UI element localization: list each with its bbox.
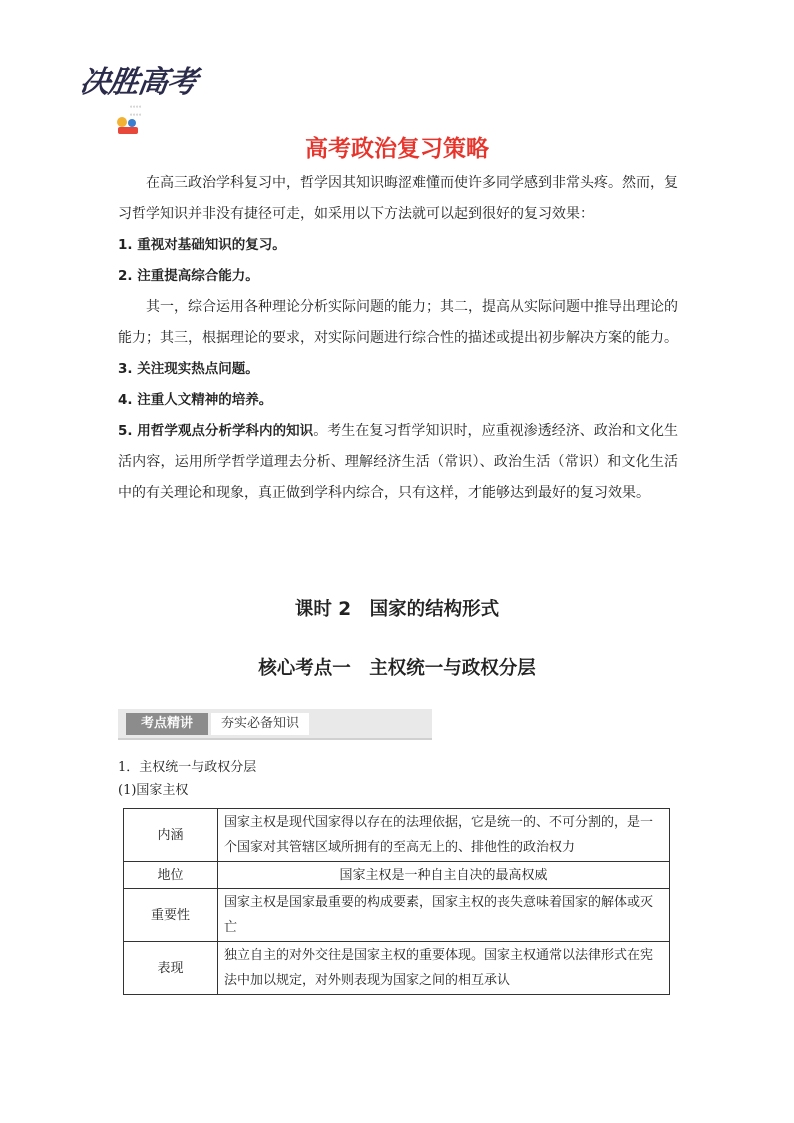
intro-paragraph: 在高三政治学科复习中，哲学因其知识晦涩难懂而使许多同学感到非常头疼。然而，复习哲学知识并非没有捷径可走，如采用以下方法就可以起到很好的复习效果： — [118, 175, 678, 222]
subsection-heading: (1)国家主权 — [118, 783, 189, 798]
row-value: 国家主权是一种自主自决的最高权威 — [218, 862, 670, 889]
table-row — [124, 889, 670, 942]
point-1: 1. 重视对基础知识的复习。 — [118, 237, 286, 253]
logo-subtext: 。。。。 。。。。 — [130, 102, 146, 117]
point-4: 4. 注重人文精神的培养。 — [118, 392, 273, 408]
row-key: 重要性 — [124, 889, 218, 942]
table-row — [124, 942, 670, 995]
row-key: 表现 — [124, 942, 218, 995]
point-5-body: 。考生在复习哲学知识时，应重视渗透经济、政治和文化生活内容，运用所学哲学道理去分析、理解经济生活（常识）、政治生活（常识）和文化生活中的有关理论和现象，真正做到学科内综合，只有这样，才能够达到最好的复习效果。 — [118, 423, 678, 501]
banner-text: 夯实必备知识 — [211, 713, 309, 735]
row-value: 国家主权是国家最重要的构成要素，国家主权的丧失意味着国家的解体或灭亡 — [218, 889, 670, 942]
logo-wordmark: 决胜高考 — [77, 65, 199, 100]
sovereignty-table — [123, 808, 670, 995]
point-2-body: 其一，综合运用各种理论分析实际问题的能力；其二，提高从实际问题中推导出理论的能力；其三，根据理论的要求，对实际问题进行综合性的描述或提出初步解决方案的能力。 — [118, 299, 678, 346]
core-point-title: 核心考点一 主权统一与政权分层 — [258, 658, 536, 679]
strategy-section — [118, 168, 678, 509]
point-2: 2. 注重提高综合能力。 — [118, 268, 259, 284]
point-5 — [118, 416, 678, 509]
section-banner — [118, 709, 432, 740]
document-title: 高考政治复习策略 — [305, 136, 489, 162]
point-3: 3. 关注现实热点问题。 — [118, 361, 259, 377]
section-heading: 1．主权统一与政权分层 — [118, 760, 257, 775]
table-row — [124, 809, 670, 862]
row-key: 内涵 — [124, 809, 218, 862]
banner-tag: 考点精讲 — [126, 713, 208, 735]
row-value: 国家主权是现代国家得以存在的法理依据，它是统一的、不可分割的，是一个国家对其管辖区域所拥有的至高无上的、排他性的政治权力 — [218, 809, 670, 862]
row-key: 地位 — [124, 862, 218, 889]
table-row — [124, 862, 670, 889]
row-value: 独立自主的对外交往是国家主权的重要体现。国家主权通常以法律形式在宪法中加以规定，对外则表现为国家之间的相互承认 — [218, 942, 670, 995]
lesson-title: 课时 2 国家的结构形式 — [294, 599, 500, 620]
point-5-heading: 5. 用哲学观点分析学科内的知识 — [118, 423, 314, 439]
